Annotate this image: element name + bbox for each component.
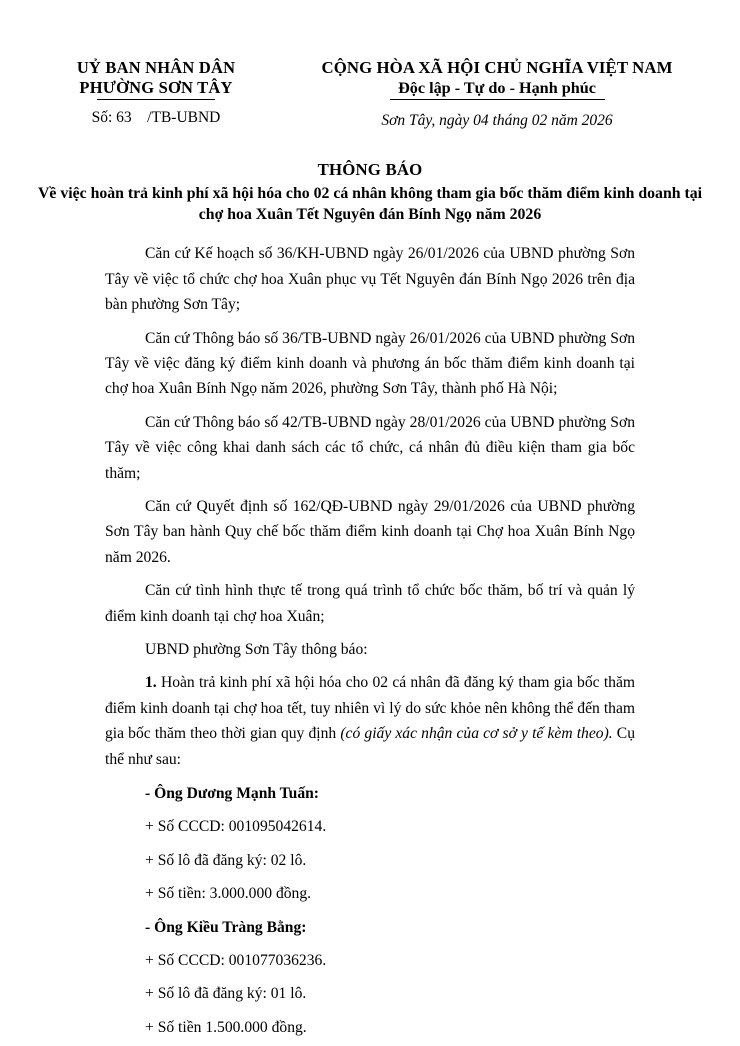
document-type-title: THÔNG BÁO bbox=[317, 160, 423, 180]
motto-wrap bbox=[290, 78, 704, 100]
national-heading-block bbox=[290, 58, 740, 130]
paragraph-legal-basis-4: Căn cứ Quyết định số 162/QĐ-UBND ngày 29/01/2026 của UBND phường Sơn Tây ban hành Quy chế bốc thăm điểm kinh doanh tại Chợ hoa Xuân Bính Ngọ năm 2026. bbox=[105, 497, 635, 566]
motto-underline bbox=[390, 99, 605, 100]
national-title: CỘNG HÒA XÃ HỘI CHỦ NGHĨA VIỆT NAM bbox=[321, 58, 673, 77]
paragraph-legal-basis-3: Căn cứ Thông báo số 42/TB-UBND ngày 28/01/2026 của UBND phường Sơn Tây về việc công khai danh sách các tổ chức, cá nhân đủ điều kiện tham gia bốc thăm; bbox=[105, 413, 635, 482]
document-title-block bbox=[0, 159, 740, 225]
paragraph-item-1 bbox=[105, 670, 635, 772]
paragraph-legal-basis-2: Căn cứ Thông báo số 36/TB-UBND ngày 26/01/2026 của UBND phường Sơn Tây về việc đăng ký điểm kinh doanh và phương án bốc thăm điểm kinh doanh tại chợ hoa Xuân Bính Ngọ năm 2026, phường Sơn Tây, thành phố Hà Nội; bbox=[105, 329, 635, 398]
person-2-detail-lots: + Số lô đã đăng ký: 01 lô. bbox=[145, 985, 307, 1003]
person-1-detail-amount: + Số tiền: 3.000.000 đồng. bbox=[145, 885, 312, 903]
person-2-detail-amount: + Số tiền 1.500.000 đồng. bbox=[145, 1018, 307, 1036]
paragraph-legal-basis-1: Căn cứ Kế hoạch số 36/KH-UBND ngày 26/01/2026 của UBND phường Sơn Tây về việc tổ chức chợ hoa Xuân phục vụ Tết Nguyên đán Bính Ngọ 2026 trên địa bàn phường Sơn Tây; bbox=[105, 245, 635, 314]
authority-line-1: UỶ BAN NHÂN DÂN bbox=[76, 58, 236, 77]
person-1-name: - Ông Dương Mạnh Tuấn: bbox=[145, 785, 319, 803]
item-1-text-before: Hoàn trả kinh phí xã hội hóa cho 02 cá nhân đã đăng ký tham gia bốc thăm điểm kinh doanh tại chợ hoa tết, tuy nhiên vì lý do sức khỏe nên không thể đến tham gia bốc thăm theo thời gian quy định bbox=[105, 674, 635, 743]
person-2-name: - Ông Kiều Tràng Bằng: bbox=[145, 918, 307, 936]
document-number: Số: 63 /TB-UBND bbox=[91, 109, 221, 127]
paragraph-announcement-intro: UBND phường Sơn Tây thông báo: bbox=[145, 640, 368, 658]
person-2-detail-cccd: + Số CCCD: 001077036236. bbox=[145, 952, 327, 970]
document-body bbox=[105, 225, 635, 1040]
item-1-number: 1. bbox=[145, 674, 157, 692]
person-1-detail-cccd: + Số CCCD: 001095042614. bbox=[145, 818, 327, 836]
person-1-detail-lots: + Số lô đã đăng ký: 02 lô. bbox=[145, 851, 307, 869]
authority-underline bbox=[97, 99, 215, 100]
person-list bbox=[105, 781, 635, 1040]
authority-line-2-wrap bbox=[22, 78, 290, 100]
paragraph-legal-basis-5: Căn cứ tình hình thực tế trong quá trình tổ chức bốc thăm, bố trí và quản lý điểm kinh doanh tại chợ hoa Xuân; bbox=[105, 582, 635, 625]
national-motto: Độc lập - Tự do - Hạnh phúc bbox=[398, 79, 596, 97]
document-subtitle: Về việc hoàn trả kinh phí xã hội hóa cho 02 cá nhân không tham gia bốc thăm điểm kinh doanh tại chợ hoa Xuân Tết Nguyên đán Bính Ngọ năm 2026 bbox=[37, 185, 703, 224]
issuing-authority-block bbox=[0, 58, 290, 127]
authority-line-2: PHƯỜNG SƠN TÂY bbox=[79, 78, 233, 97]
document-header bbox=[0, 0, 740, 130]
item-1-note-italic: (có giấy xác nhận của cơ sở y tế kèm theo). bbox=[340, 725, 613, 743]
item-1-text-after: Cụ thể như sau: bbox=[105, 725, 636, 768]
place-and-date: Sơn Tây, ngày 04 tháng 02 năm 2026 bbox=[381, 112, 613, 130]
